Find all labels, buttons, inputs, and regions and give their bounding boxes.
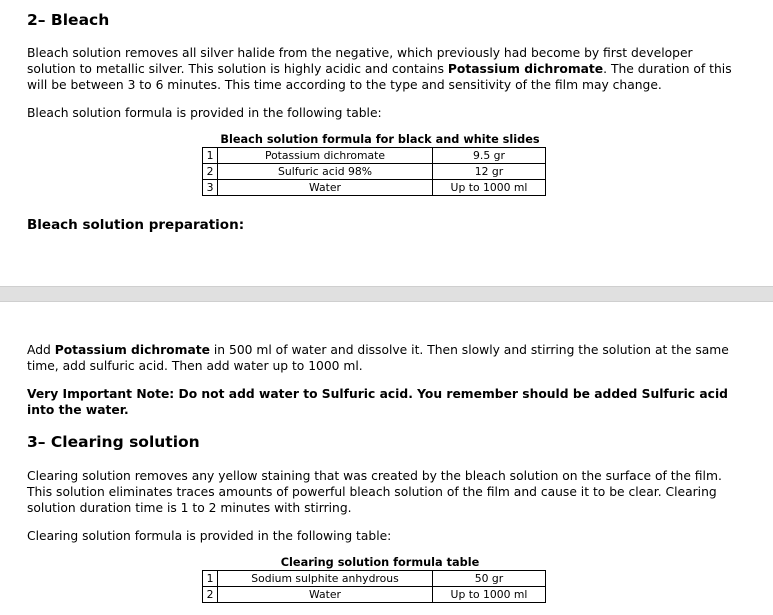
- bleach-p1-text-a: Bleach solution removes all silver halide from the negative, which previously had become by first developer solution to metallic silver. This solution is highly acidic and contains: [27, 46, 693, 76]
- row-number: 3: [203, 180, 218, 196]
- bleach-p1-text-b: . The duration of this will be between 3 to 6 minutes. This time according to the type and sensitivity of the film may change.: [27, 62, 732, 92]
- document-page-2: [0, 302, 773, 615]
- ingredient-quantity: 9.5 gr: [433, 148, 546, 164]
- ingredient-name: Potassium dichromate: [218, 148, 433, 164]
- row-number: 2: [203, 164, 218, 180]
- prep-paragraph: [27, 342, 742, 374]
- ingredient-quantity: Up to 1000 ml: [433, 180, 546, 196]
- bleach-formula-table: [202, 147, 546, 196]
- table-row: [203, 180, 546, 196]
- important-note: Very Important Note: Do not add water to Sulfuric acid. You remember should be added Sulfuric acid into the water.: [27, 387, 728, 417]
- bleach-p1-bold: Potassium dichromate: [447, 62, 604, 76]
- clearing-table-title: Clearing solution formula table: [280, 556, 480, 569]
- clearing-formula-table: [202, 570, 546, 603]
- bleach-heading: 2– Bleach: [27, 11, 110, 29]
- row-number: 1: [203, 571, 218, 587]
- ingredient-quantity: Up to 1000 ml: [433, 587, 546, 603]
- ingredient-name: Water: [218, 180, 433, 196]
- row-number: 1: [203, 148, 218, 164]
- clearing-heading: 3– Clearing solution: [27, 433, 200, 451]
- table-row: [203, 148, 546, 164]
- clearing-paragraph-2: Clearing solution formula is provided in the following table:: [27, 529, 392, 543]
- prep-bold: Potassium dichromate: [54, 343, 210, 357]
- ingredient-name: Sodium sulphite anhydrous: [218, 571, 433, 587]
- ingredient-quantity: 12 gr: [433, 164, 546, 180]
- document-page-1: [0, 0, 773, 286]
- bleach-paragraph-1: [27, 45, 742, 93]
- bleach-table-title: Bleach solution formula for black and white slides: [220, 133, 540, 146]
- ingredient-name: Water: [218, 587, 433, 603]
- row-number: 2: [203, 587, 218, 603]
- ingredient-quantity: 50 gr: [433, 571, 546, 587]
- prep-text-b: in 500 ml of water and dissolve it. Then slowly and stirring the solution at the same time, add sulfuric acid. Then add water up to 1000 ml.: [27, 343, 729, 373]
- bleach-prep-heading: Bleach solution preparation:: [27, 217, 245, 233]
- table-row: [203, 587, 546, 603]
- prep-text-a: Add: [27, 343, 55, 357]
- ingredient-name: Sulfuric acid 98%: [218, 164, 433, 180]
- table-row: [203, 164, 546, 180]
- page-separator: [0, 286, 773, 302]
- clearing-paragraph-1: Clearing solution removes any yellow staining that was created by the bleach solution on the surface of the film. This solution eliminates traces amounts of powerful bleach solution of the film and cause it to be clear. Clearing solution duration time is 1 to 2 minutes with stirring.: [27, 469, 722, 515]
- table-row: [203, 571, 546, 587]
- bleach-paragraph-2: Bleach solution formula is provided in the following table:: [27, 106, 382, 120]
